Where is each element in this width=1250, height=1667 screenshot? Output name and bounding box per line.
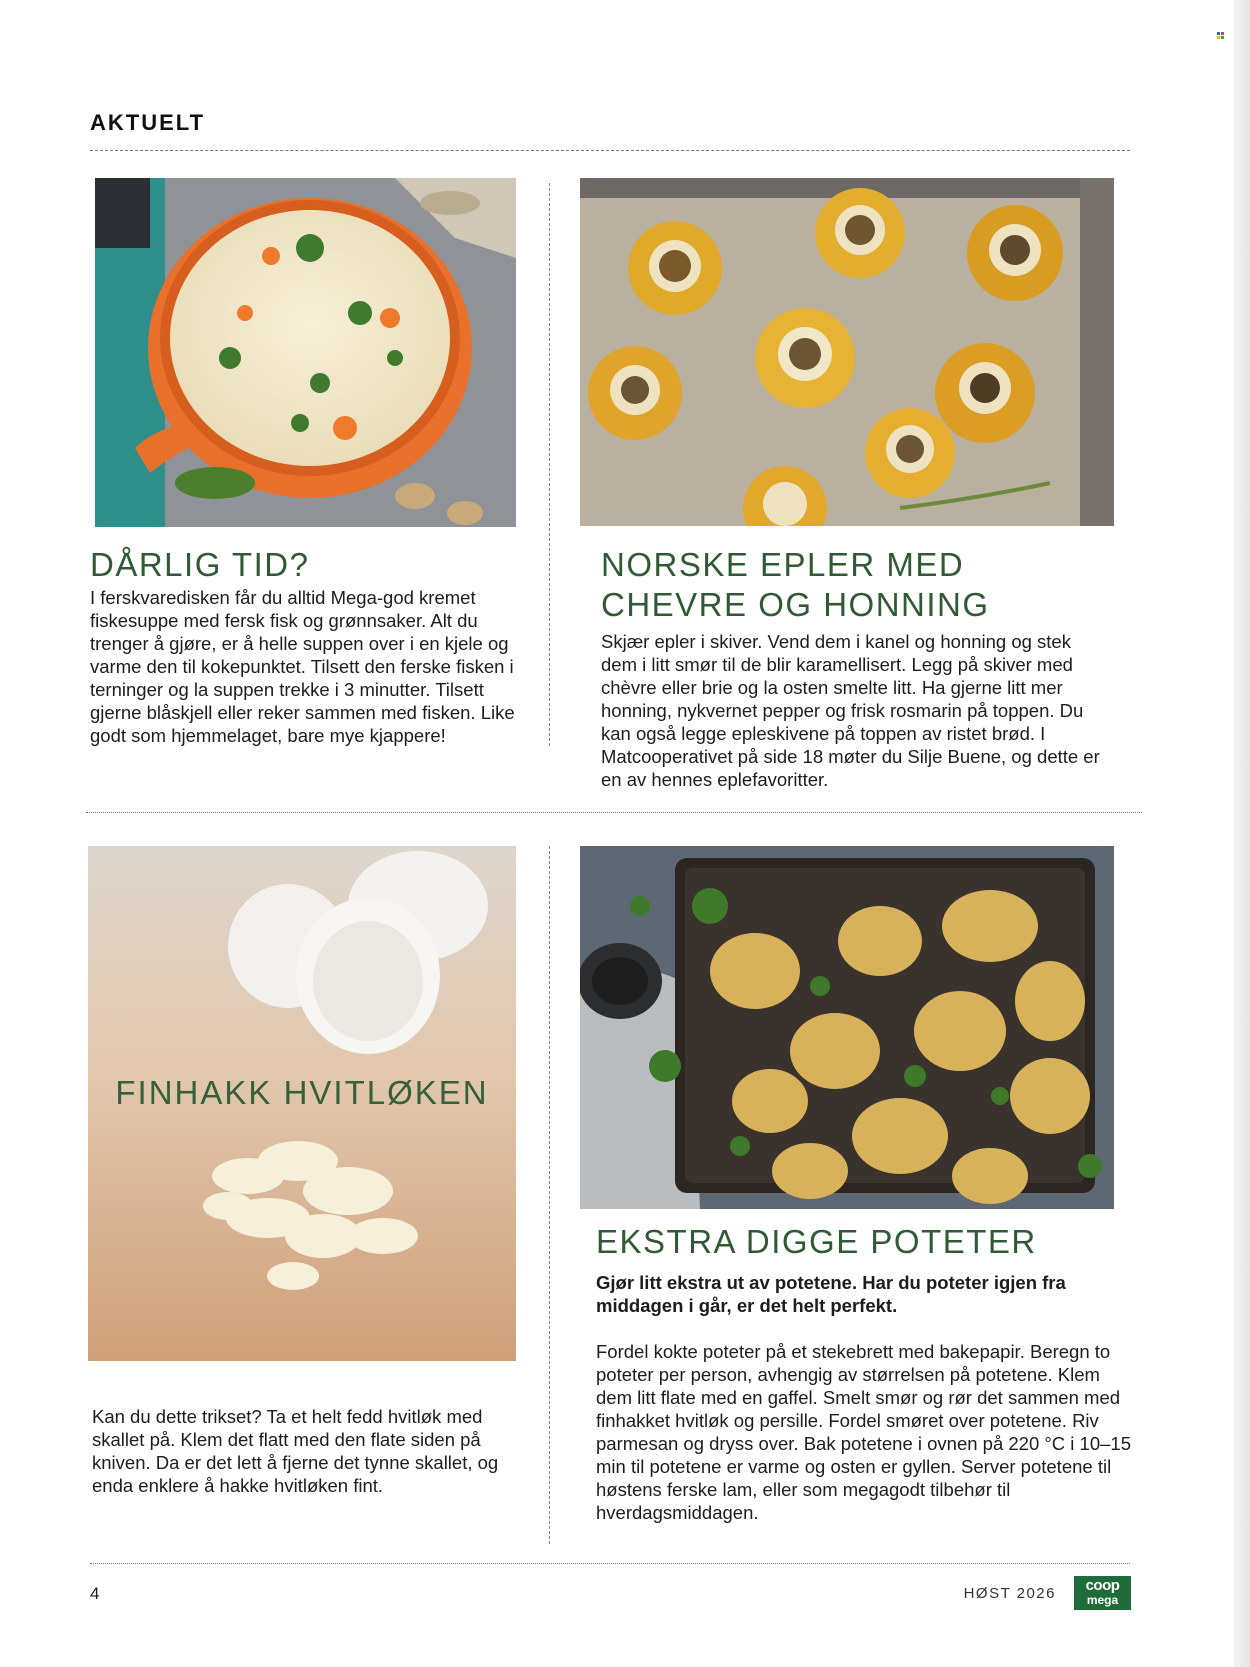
soup-title: DÅRLIG TID? [90,546,310,583]
baked-apples-photo [580,178,1114,526]
coop-mega-logo [1074,1576,1131,1610]
garlic-title: FINHAKK HVITLØKEN [115,1074,489,1111]
season-label: HØST 2026 [963,1585,1056,1602]
page-number: 4 [90,1584,100,1603]
column-divider-top [549,183,550,746]
garlic-body: Kan du dette trikset? Ta et helt fedd hvitløk med skallet på. Klem det flatt med den flate siden på kniven. Da er det lett å fjerne det tynne skallet, og enda enklere å hakke hvitløken fint. [92,1406,499,1496]
potatoes-title: EKSTRA DIGGE POTETER [596,1223,1037,1260]
apples-body: Skjær epler i skiver. Vend dem i kanel og honning og stek dem i litt smør til de blir karamellisert. Legg på skiver med chèvre eller brie og la osten smelte litt. Ha gjerne litt mer honning, nykvernet pepper og frisk rosmarin på toppen. Du kan også legge epleskivene på toppen av ristet brød. I Matcooperativet på side 18 møter du Silje Buene, og dette er en av hennes eplefavoritter. [601,631,1100,790]
column-divider-bottom [549,846,550,1544]
potatoes-body: Fordel kokte poteter på et stekebrett med bakepapir. Beregn to poteter per person, avhengig av størrelsen på potetene. Klem dem litt flate med en gaffel. Smelt smør og rør det sammen med finhakket hvitløk og persille. Fordel smøret over potetene. Riv parmesan og dryss over. Bak potetene i ovnen på 220 °C i 10–15 min til potetene er varme og osten er gyllen. Server potetene til høstens ferske lam, eller som megagodt tilbehør til hverdagsmiddagen. [596,1341,1131,1523]
potatoes-lead: Gjør litt ekstra ut av potetene. Har du poteter igjen fra middagen i går, er det helt perfekt. [596,1272,1066,1316]
bottom-divider [90,1563,1130,1564]
top-divider [90,150,1130,151]
logo-bottom-text: mega [1086,1593,1119,1607]
middle-divider [86,812,1142,813]
apples-title: NORSKE EPLER MED CHEVRE OG HONNING [601,546,990,623]
smashed-potatoes-photo [580,846,1114,1209]
section-label: AKTUELT [90,110,206,135]
corner-mark [1217,32,1224,39]
soup-pot-photo [95,178,516,527]
soup-body: I ferskvaredisken får du alltid Mega-god kremet fiskesuppe med fersk fisk og grønnsaker. Alt du trenger å gjøre, er å helle suppen over i en kjele og varme den til kokepunktet. Tilsett den ferske fisken i terninger og la suppen trekke i 3 minutter. Tilsett gjerne blåskjell eller reker sammen med fisken. Like godt som hjemmelaget, bare mye kjappere! [90,587,515,746]
page-edge [1234,0,1250,1667]
logo-top-text: coop [1085,1577,1120,1594]
